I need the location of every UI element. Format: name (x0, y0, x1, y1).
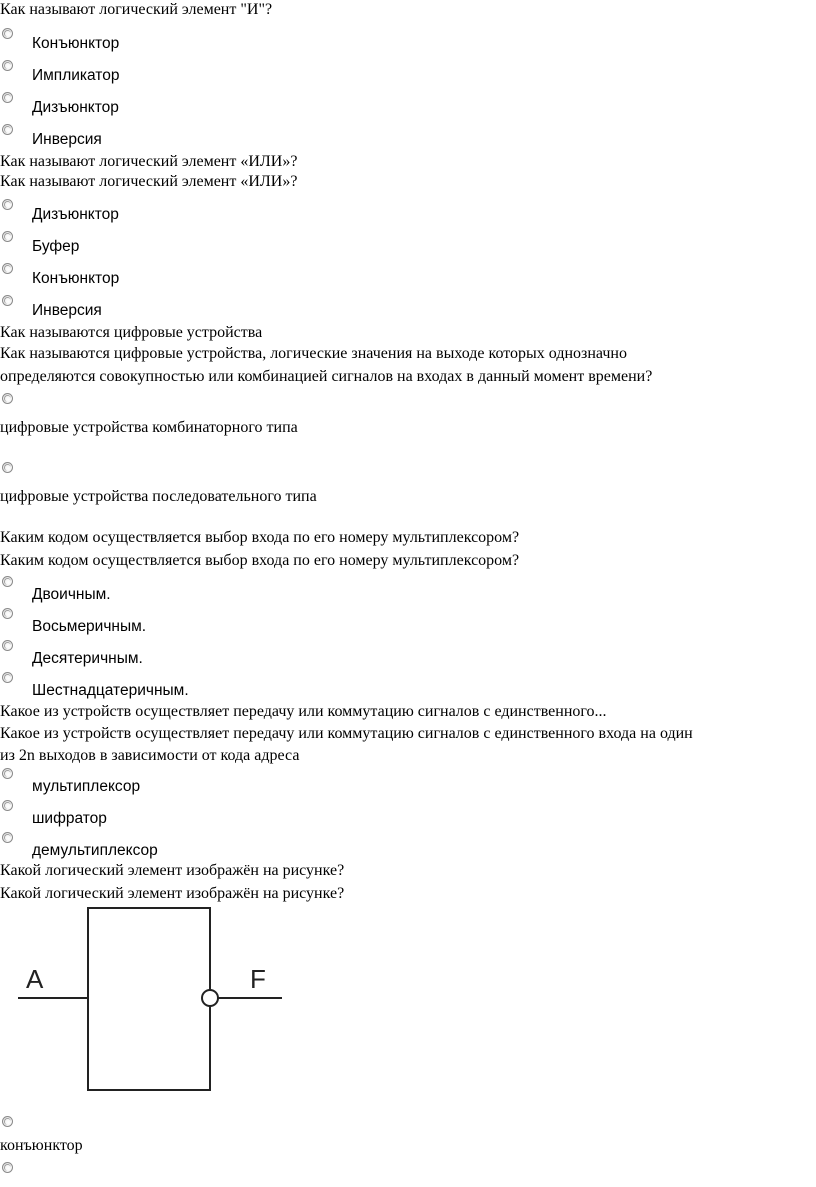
q5-option-2-label: шифратор (32, 810, 107, 827)
q4-option-4-radio[interactable] (2, 672, 13, 683)
q4-option-3-label: Десятеричным. (32, 650, 143, 667)
input-label: A (26, 964, 44, 994)
question-5-title: Какое из устройств осуществляет передачу или коммутацию сигналов с единственного... (0, 703, 607, 720)
q4-option-1-label: Двоичным. (32, 586, 111, 603)
q2-option-2-label: Буфер (32, 238, 80, 255)
question-2-text: Как называют логический элемент «ИЛИ»? (0, 173, 298, 190)
q2-option-2-radio[interactable] (2, 231, 13, 242)
q6-option-1-radio[interactable] (2, 1116, 13, 1127)
q3-option-2-label: цифровые устройства последовательного типа (0, 488, 317, 505)
q4-option-2-label: Восьмеричным. (32, 618, 147, 635)
q1-option-3-radio[interactable] (2, 92, 13, 103)
gate-body (88, 908, 210, 1090)
question-1-title: Как называют логический элемент "И"? (0, 1, 273, 18)
logic-gate-figure (0, 900, 300, 1100)
question-5-text-line-1: Какое из устройств осуществляет передачу или коммутацию сигналов с единственного входа на один (0, 725, 693, 742)
q3-option-1-radio[interactable] (2, 393, 13, 404)
q4-option-4-label: Шестнадцатеричным. (32, 682, 189, 699)
q6-option-2-radio[interactable] (2, 1162, 13, 1173)
q4-option-2-radio[interactable] (2, 608, 13, 619)
q5-option-1-label: мультиплексор (32, 778, 141, 795)
q2-option-3-label: Конъюнктор (32, 270, 120, 287)
question-3-text-line-2: определяются совокупностью или комбинацией сигналов на входах в данный момент времени? (0, 368, 653, 385)
question-2-title: Как называют логический элемент «ИЛИ»? (0, 153, 298, 170)
question-4-title: Каким кодом осуществляется выбор входа по его номеру мультиплексором? (0, 529, 520, 546)
q1-option-4-label: Инверсия (32, 131, 102, 148)
question-3-title: Как называются цифровые устройства (0, 324, 263, 341)
q1-option-3-label: Дизъюнктор (32, 99, 119, 116)
q2-option-3-radio[interactable] (2, 263, 13, 274)
q2-option-4-label: Инверсия (32, 302, 102, 319)
question-5-text-line-2: из 2n выходов в зависимости от кода адреса (0, 747, 300, 764)
q4-option-3-radio[interactable] (2, 640, 13, 651)
q2-option-1-label: Дизъюнктор (32, 206, 119, 223)
q5-option-3-label: демультиплексор (32, 842, 158, 859)
q2-option-4-radio[interactable] (2, 295, 13, 306)
q1-option-2-label: Импликатор (32, 67, 120, 84)
q1-option-2-radio[interactable] (2, 60, 13, 71)
q5-option-3-radio[interactable] (2, 832, 13, 843)
question-3-text-line-1: Как называются цифровые устройства, логические значения на выходе которых однозначно (0, 345, 627, 362)
question-6-text: Какой логический элемент изображён на рисунке? (0, 885, 345, 902)
output-label: F (250, 964, 266, 994)
question-4-text: Каким кодом осуществляется выбор входа по его номеру мультиплексором? (0, 552, 520, 569)
q6-option-1-label: конъюнктор (0, 1137, 83, 1154)
q4-option-1-radio[interactable] (2, 576, 13, 587)
q1-option-4-radio[interactable] (2, 124, 13, 135)
q3-option-1-label: цифровые устройства комбинаторного типа (0, 419, 298, 436)
q1-option-1-label: Конъюнктор (32, 35, 120, 52)
q1-option-1-radio[interactable] (2, 28, 13, 39)
q3-option-2-radio[interactable] (2, 462, 13, 473)
q5-option-1-radio[interactable] (2, 768, 13, 779)
q2-option-1-radio[interactable] (2, 199, 13, 210)
inversion-bubble (202, 990, 218, 1006)
question-6-title: Какой логический элемент изображён на рисунке? (0, 862, 345, 879)
q5-option-2-radio[interactable] (2, 800, 13, 811)
